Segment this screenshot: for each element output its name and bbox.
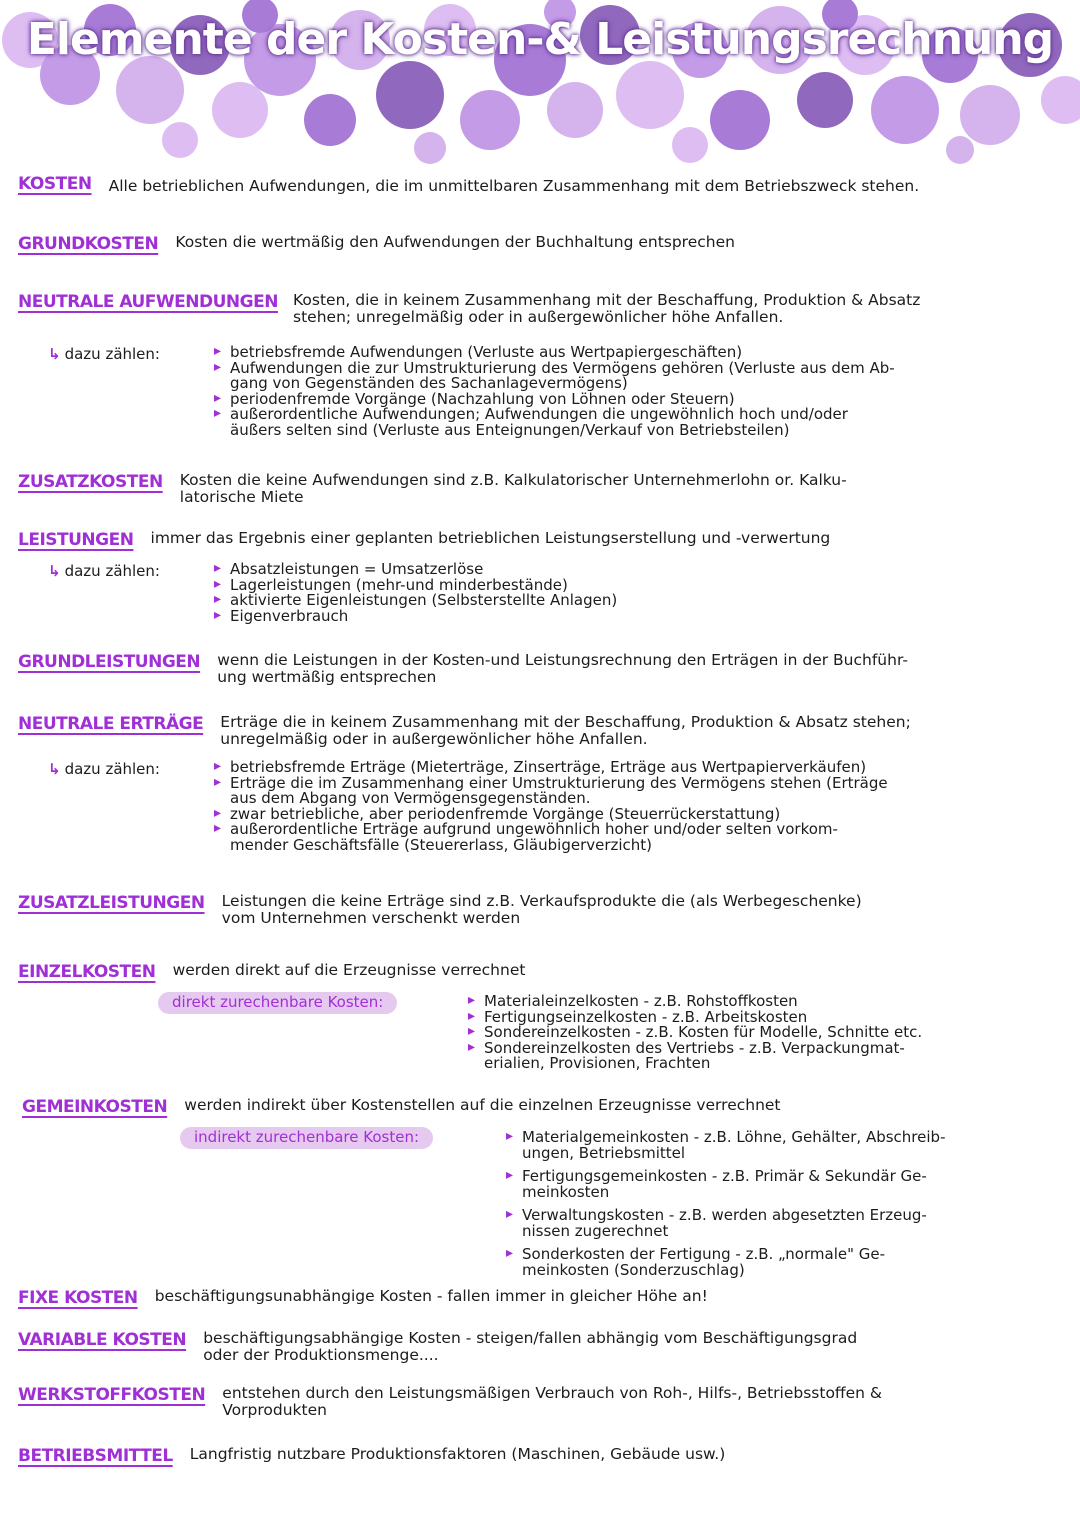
term-kosten: KOSTEN	[18, 174, 92, 194]
list-gemeinkosten	[506, 1130, 1071, 1278]
list-item: ▸ Materialeinzelkosten - z.B. Rohstoffkosten	[468, 994, 1068, 1010]
entry-zusatzkosten	[18, 472, 1068, 506]
term-betriebsmittel: BETRIEBSMITTEL	[18, 1446, 173, 1466]
term-zusatzleistungen: ZUSATZLEISTUNGEN	[18, 893, 205, 913]
entry-leistungen	[18, 530, 1068, 550]
list-item-cont: meinkosten	[522, 1182, 610, 1201]
dazu-zaehlen-label: ↳ dazu zählen:	[48, 562, 160, 580]
list-neutrale-aufwendungen	[214, 345, 1054, 438]
list-item: ▸ Erträge die im Zusammenhang einer Umstrukturierung des Vermögens stehen (Erträge	[214, 776, 1064, 792]
list-item: ▸ außerordentliche Erträge aufgrund ungewöhnlich hoher und/oder selten vorkom-	[214, 822, 1064, 838]
list-neutrale-ertraege	[214, 760, 1064, 853]
list-item: ▸ Sondereinzelkosten des Vertriebs - z.B. Verpackungmat-	[468, 1041, 1068, 1057]
list-item: ▸ betriebsfremde Erträge (Mieterträge, Zinserträge, Erträge aus Wertpapierverkäufen)	[214, 760, 1064, 776]
list-item: ▸ außerordentliche Aufwendungen; Aufwendungen die ungewöhnlich hoch und/oder	[214, 407, 1054, 423]
list-item: ▸ Aufwendungen die zur Umstrukturierung des Vermögens gehören (Verluste aus dem Ab-	[214, 361, 1054, 377]
list-item-cont: ungen, Betriebsmittel	[522, 1143, 686, 1162]
arrow-icon: ↳	[48, 345, 61, 363]
entry-zusatzleistungen	[18, 893, 1068, 927]
arrow-icon: ↳	[48, 760, 61, 778]
entry-werkstoffkosten	[18, 1385, 1068, 1419]
entry-einzelkosten	[18, 962, 1068, 982]
list-item-cont: aus dem Abgang von Vermögensgegenständen.	[230, 789, 591, 807]
list-item: ▸ Lagerleistungen (mehr-und minderbestände)	[214, 578, 1054, 594]
list-item: ▸ Verwaltungskosten - z.B. werden abgesetzten Erzeug-	[506, 1208, 1071, 1224]
entry-betriebsmittel	[18, 1446, 1068, 1466]
term-gemeinkosten: GEMEINKOSTEN	[22, 1097, 168, 1117]
term-variable-kosten: VARIABLE KOSTEN	[18, 1330, 187, 1350]
term-grundleistungen: GRUNDLEISTUNGEN	[18, 652, 201, 672]
list-item: ▸ Fertigungsgemeinkosten - z.B. Primär & Sekundär Ge-	[506, 1169, 1071, 1185]
term-zusatzkosten: ZUSATZKOSTEN	[18, 472, 163, 492]
list-item-cont: meinkosten (Sonderzuschlag)	[522, 1260, 745, 1279]
term-leistungen: LEISTUNGEN	[18, 530, 134, 550]
entry-grundleistungen	[18, 652, 1068, 686]
term-einzelkosten: EINZELKOSTEN	[18, 962, 156, 982]
def-fixe-kosten: beschäftigungsunabhängige Kosten - fallen immer in gleicher Höhe an!	[154, 1287, 708, 1305]
list-item: ▸ Absatzleistungen = Umsatzerlöse	[214, 562, 1054, 578]
list-item: ▸ aktivierte Eigenleistungen (Selbsterstellte Anlagen)	[214, 593, 1054, 609]
list-item: ▸ Sonderkosten der Fertigung - z.B. „normale" Ge-	[506, 1247, 1071, 1263]
def-gemeinkosten: werden indirekt über Kostenstellen auf die einzelnen Erzeugnisse verrechnet	[184, 1096, 781, 1114]
list-item-cont: äußers selten sind (Verluste aus Enteignungen/Verkauf von Betriebsteilen)	[230, 420, 790, 439]
arrow-icon: ↳	[48, 562, 61, 580]
list-item-cont: nissen zugerechnet	[522, 1221, 669, 1240]
list-item-cont: gang von Gegenständen des Sachanlagevermögens)	[230, 374, 628, 392]
def-zusatzleistungen: Leistungen die keine Erträge sind z.B. Verkaufsprodukte die (als Werbegeschenke) vom Unternehmen verschenkt werden	[221, 892, 862, 927]
list-einzelkosten	[468, 994, 1068, 1072]
entry-grundkosten	[18, 234, 1068, 254]
term-neutrale-ertraege: NEUTRALE ERTRÄGE	[18, 714, 204, 734]
def-neutrale-aufwendungen: Kosten, die in keinem Zusammenhang mit der Beschaffung, Produktion & Absatz stehen; unregelmäßig oder in außergewönlicher höhe Anfallen.	[293, 291, 921, 326]
def-einzelkosten: werden direkt auf die Erzeugnisse verrechnet	[172, 961, 526, 979]
def-werkstoffkosten: entstehen durch den Leistungsmäßigen Verbrauch von Roh-, Hilfs-, Betriebsstoffen & Vorprodukten	[222, 1384, 882, 1419]
list-leistungen	[214, 562, 1054, 624]
list-item: ▸ Sondereinzelkosten - z.B. Kosten für Modelle, Schnitte etc.	[468, 1025, 1068, 1041]
def-variable-kosten: beschäftigungsabhängige Kosten - steigen/fallen abhängig vom Beschäftigungsgrad oder der Produktionsmenge....	[203, 1329, 858, 1364]
entry-gemeinkosten	[22, 1097, 1072, 1117]
pill-direkt-zurechenbar: direkt zurechenbare Kosten:	[158, 992, 397, 1014]
dazu-zaehlen-label: ↳ dazu zählen:	[48, 760, 160, 778]
list-item: ▸ betriebsfremde Aufwendungen (Verluste aus Wertpapiergeschäften)	[214, 345, 1054, 361]
list-item: ▸ zwar betriebliche, aber periodenfremde Vorgänge (Steuerrückerstattung)	[214, 807, 1064, 823]
dazu-zaehlen-label: ↳ dazu zählen:	[48, 345, 160, 363]
list-item-cont: mender Geschäftsfälle (Steuererlass, Gläubigerverzicht)	[230, 835, 653, 854]
def-zusatzkosten: Kosten die keine Aufwendungen sind z.B. Kalkulatorischer Unternehmerlohn or. Kalku- latorische Miete	[179, 471, 847, 506]
page-title: Elemente der Kosten-& Leistungsrechnung	[26, 14, 1054, 65]
def-grundleistungen: wenn die Leistungen in der Kosten-und Leistungsrechnung den Erträgen in der Buchführ- ung wertmäßig entsprechen	[217, 651, 908, 686]
entry-fixe-kosten	[18, 1288, 1068, 1308]
list-item: ▸ Fertigungseinzelkosten - z.B. Arbeitskosten	[468, 1010, 1068, 1026]
def-betriebsmittel: Langfristig nutzbare Produktionsfaktoren (Maschinen, Gebäude usw.)	[189, 1445, 726, 1463]
header-banner	[0, 0, 1080, 165]
entry-variable-kosten	[18, 1330, 1068, 1364]
list-item: ▸ Materialgemeinkosten - z.B. Löhne, Gehälter, Abschreib-	[506, 1130, 1071, 1146]
term-grundkosten: GRUNDKOSTEN	[18, 234, 159, 254]
list-item: ▸ periodenfremde Vorgänge (Nachzahlung von Löhnen oder Steuern)	[214, 392, 1054, 408]
def-neutrale-ertraege: Erträge die in keinem Zusammenhang mit der Beschaffung, Produktion & Absatz stehen; unregelmäßig oder in außergewönlicher höhe Anfallen.	[220, 713, 911, 748]
term-werkstoffkosten: WERKSTOFFKOSTEN	[18, 1385, 206, 1405]
def-leistungen: immer das Ergebnis einer geplanten betrieblichen Leistungserstellung und -verwertung	[150, 529, 831, 547]
def-grundkosten: Kosten die wertmäßig den Aufwendungen der Buchhaltung entsprechen	[175, 233, 735, 251]
def-kosten: Alle betrieblichen Aufwendungen, die im unmittelbaren Zusammenhang mit dem Betriebszweck stehen.	[108, 177, 920, 195]
list-item-cont: erialien, Provisionen, Frachten	[484, 1054, 711, 1072]
pill-indirekt-zurechenbar: indirekt zurechenbare Kosten:	[180, 1127, 433, 1149]
entry-kosten	[18, 174, 1068, 195]
entry-neutrale-ertraege	[18, 714, 1068, 748]
entry-neutrale-aufwendungen	[18, 292, 1068, 326]
term-neutrale-aufwendungen: NEUTRALE AUFWENDUNGEN	[18, 292, 278, 312]
term-fixe-kosten: FIXE KOSTEN	[18, 1288, 138, 1308]
list-item: ▸ Eigenverbrauch	[214, 609, 1054, 625]
